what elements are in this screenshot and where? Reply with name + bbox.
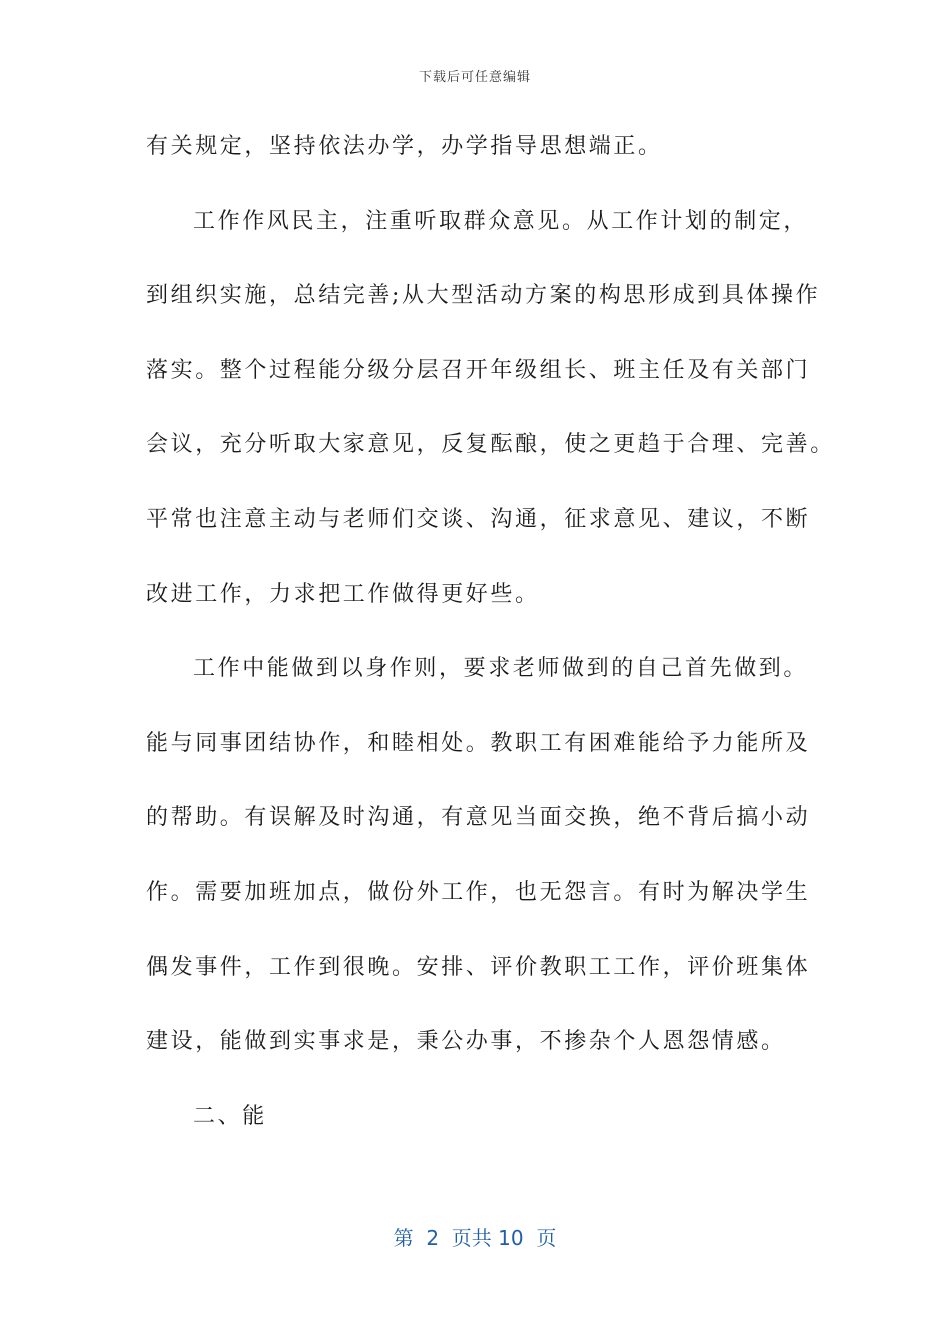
text-line: 工作作风民主，注重听取群众意见。从工作计划的制定， (193, 208, 809, 234)
text-line: 建设，能做到实事求是，秉公办事，不掺杂个人恩怨情感。 (146, 1029, 786, 1055)
text-line: 作。需要加班加点，做份外工作，也无怨言。有时为解决学生 (146, 879, 811, 905)
page-number: 第 2 页共 10 页 (393, 1226, 557, 1250)
text-line: 会议，充分听取大家意见，反复酝酿，使之更趋于合理、完善。 (146, 432, 835, 458)
text-line: 落实。整个过程能分级分层召开年级组长、班主任及有关部门 (146, 357, 811, 383)
page-header-note: 下载后可任意编辑 (418, 70, 531, 85)
text-line: 偶发事件，工作到很晚。安排、评价教职工工作，评价班集体 (146, 954, 811, 980)
document-body (146, 122, 835, 1166)
text-line: 的帮助。有误解及时沟通，有意见当面交换，绝不背后搞小动 (146, 805, 811, 831)
text-line: 平常也注意主动与老师们交谈、沟通，征求意见、建议，不断 (146, 506, 811, 532)
text-line: 到组织实施，总结完善;从大型活动方案的构思形成到具体操作 (146, 283, 821, 309)
text-line: 工作中能做到以身作则，要求老师做到的自己首先做到。 (193, 656, 809, 682)
text-line: 改进工作，力求把工作做得更好些。 (146, 581, 540, 607)
section-heading: 二、能 (193, 1103, 267, 1129)
text-line: 能与同事团结协作，和睦相处。教职工有困难能给予力能所及 (146, 730, 811, 756)
text-line: 有关规定，坚持依法办学，办学指导思想端正。 (146, 134, 663, 159)
